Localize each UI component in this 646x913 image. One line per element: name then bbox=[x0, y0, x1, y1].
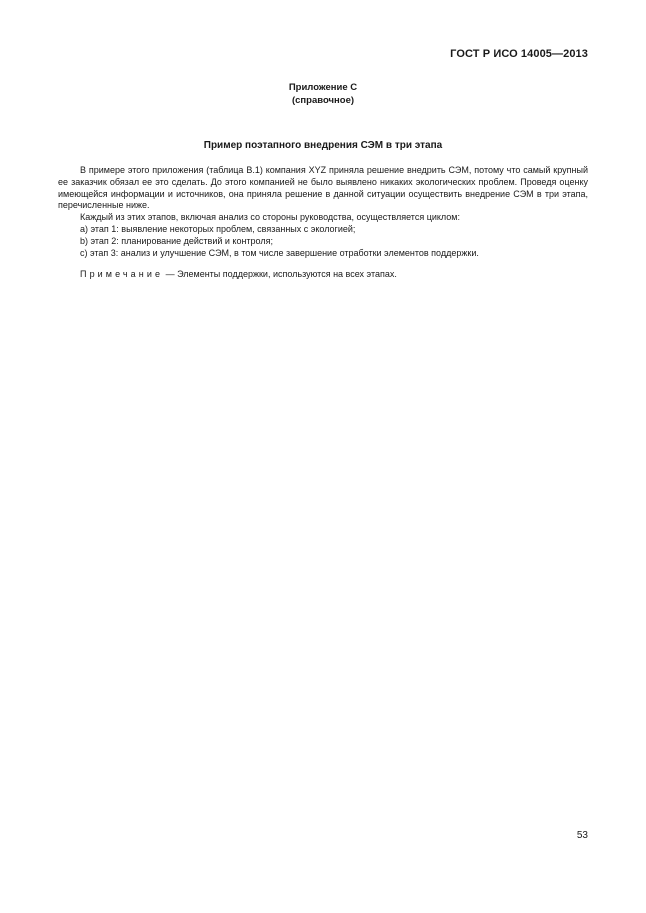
section-title: Пример поэтапного внедрения СЭМ в три этапа bbox=[203, 140, 443, 151]
body-text bbox=[58, 165, 588, 281]
paragraph-cycle: Каждый из этих этапов, включая анализ со стороны руководства, осуществляется циклом: bbox=[80, 212, 460, 223]
note-text: — Элементы поддержки, используются на всех этапах. bbox=[163, 269, 397, 280]
list-item-stage-1: а) этап 1: выявление некоторых проблем, связанных с экологией; bbox=[80, 223, 356, 234]
appendix-title: Приложение С bbox=[288, 82, 358, 93]
list-item-stage-2: b) этап 2: планирование действий и контроля; bbox=[80, 235, 273, 246]
list-item-stage-3: с) этап 3: анализ и улучшение СЭМ, в том числе завершение отработки элементов поддержки. bbox=[80, 247, 479, 258]
page-number: 53 bbox=[576, 830, 588, 841]
appendix-heading bbox=[0, 81, 646, 107]
note bbox=[58, 269, 588, 281]
appendix-subtitle: (справочное) bbox=[291, 95, 355, 106]
note-label: Примечание bbox=[80, 269, 164, 280]
standard-code-header: ГОСТ Р ИСО 14005—2013 bbox=[450, 48, 588, 60]
paragraph-intro: В примере этого приложения (таблица В.1) компания XYZ приняла решение внедрить СЭМ, потому что самый крупный ее заказчик обязал ее это сделать. До этого компанией не было выявлено никаких экологических проблем. Проведя оценку имеющейся информации и источников, она приняла решение в данной ситуации осуществить внедрение СЭМ в три этапа, перечисленные ниже. bbox=[58, 165, 588, 211]
